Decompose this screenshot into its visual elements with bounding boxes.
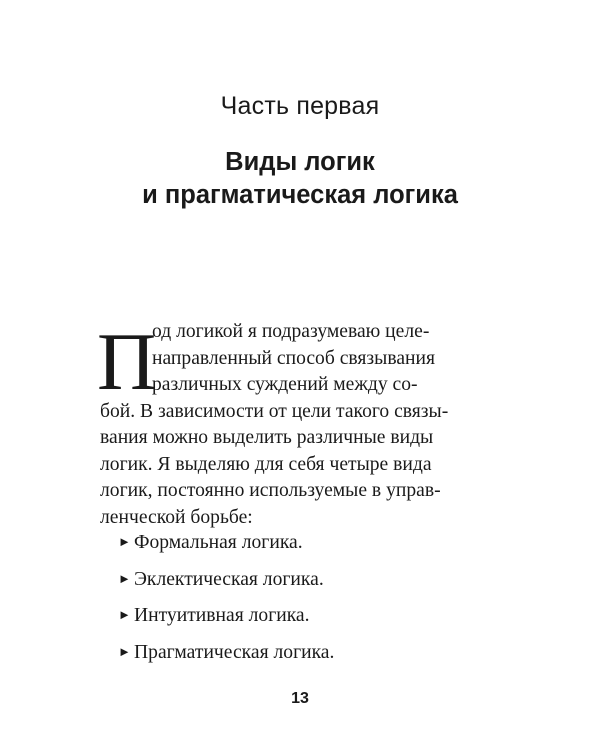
list-item-text: Прагматическая логика.	[134, 641, 335, 663]
body-line: ленческой борьбе:	[100, 506, 253, 528]
part-label: Часть первая	[220, 92, 380, 120]
list-item	[118, 605, 334, 642]
page-number: 13	[291, 690, 309, 707]
list-item	[118, 532, 334, 569]
body-line: направленный способ связывания	[152, 347, 435, 369]
list-item-text: Интуитивная логика.	[134, 605, 310, 626]
bullet-list	[118, 532, 334, 678]
chapter-title-line-1: Виды логик	[225, 148, 375, 176]
list-item	[118, 642, 334, 679]
body-line: бой. В зависимости от цели такого связы-	[100, 400, 449, 422]
body-line: различных суждений между со-	[152, 374, 418, 395]
chapter-title-line-2: и прагматическая логика	[142, 181, 458, 209]
body-line: логик, постоянно используемые в управ-	[100, 480, 441, 501]
body-line: логик. Я выделяю для себя четыре вида	[100, 453, 432, 475]
bullet-arrow-icon: ►	[118, 534, 131, 549]
body-paragraph	[97, 316, 480, 531]
drop-cap: П	[97, 316, 157, 407]
body-line: вания можно выделить различные виды	[100, 427, 434, 448]
list-item-text: Формальная логика.	[134, 532, 303, 553]
list-item-text: Эклектическая логика.	[134, 568, 324, 590]
bullet-arrow-icon: ►	[118, 643, 131, 659]
chapter-title	[0, 146, 600, 212]
body-line: од логикой я подразумеваю целе-	[152, 321, 430, 342]
bullet-arrow-icon: ►	[118, 607, 131, 622]
bullet-arrow-icon: ►	[118, 570, 131, 586]
list-item	[118, 569, 334, 606]
